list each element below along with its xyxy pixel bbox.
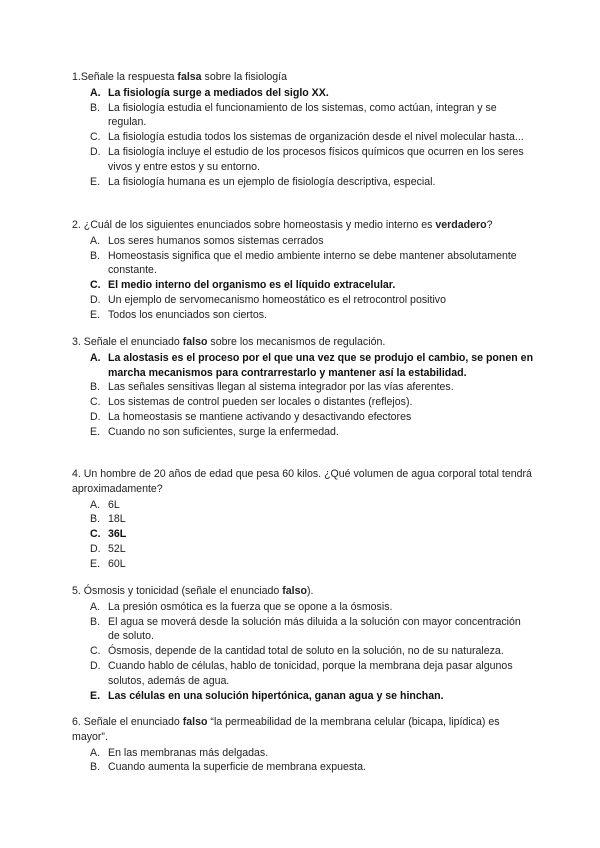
option-a: A. 6L bbox=[90, 498, 120, 511]
option-b: B. 18L bbox=[90, 513, 126, 526]
question-stem: 2. ¿Cuál de los siguientes enunciados sobre homeostasis y medio interno es verdadero? bbox=[72, 219, 493, 231]
question-2 bbox=[72, 218, 534, 323]
option-c: C. 36L bbox=[90, 528, 127, 541]
option-e: E. 60L bbox=[90, 557, 126, 570]
option-b: B. La fisiología estudia el funcionamiento de los sistemas, como actúan, integran y se regulan. bbox=[90, 101, 497, 129]
option-e: E. Todos los enunciados son ciertos. bbox=[90, 308, 267, 321]
question-1 bbox=[72, 70, 534, 189]
question-5 bbox=[72, 584, 534, 703]
question-stem: 6. Señale el enunciado falso “la permeabilidad de la membrana celular (bicapa, lipídica) es mayor”. bbox=[72, 716, 500, 743]
question-stem: 5. Ósmosis y tonicidad (señale el enunciado falso). bbox=[72, 585, 314, 597]
question-3 bbox=[72, 335, 534, 440]
option-e: E. La fisiología humana es un ejemplo de fisiología descriptiva, especial. bbox=[90, 175, 436, 188]
option-d: D. 52L bbox=[90, 542, 126, 555]
option-c: C. La fisiología estudia todos los sistemas de organización desde el nivel molecular hasta... bbox=[90, 131, 524, 144]
question-stem: 4. Un hombre de 20 años de edad que pesa 60 kilos. ¿Qué volumen de agua corporal total tendrá aproximadamente? bbox=[72, 468, 532, 495]
question-4 bbox=[72, 467, 534, 572]
option-b: B. Homeostasis significa que el medio ambiente interno se debe mantener absolutamente constante. bbox=[90, 249, 517, 277]
option-d: D. La homeostasis se mantiene activando y desactivando efectores bbox=[90, 410, 412, 423]
option-a: A. En las membranas más delgadas. bbox=[90, 746, 269, 759]
option-a: A. La fisiología surge a mediados del siglo XX. bbox=[90, 86, 329, 99]
question-6 bbox=[72, 715, 534, 775]
question-stem: 1.Señale la respuesta falsa sobre la fisiología bbox=[72, 71, 287, 83]
option-d: D. Cuando hablo de células, hablo de tonicidad, porque la membrana deja pasar algunos solutos, además de agua. bbox=[90, 659, 513, 687]
option-c: C. El medio interno del organismo es el líquido extracelular. bbox=[90, 279, 396, 292]
option-b: B. El agua se moverá desde la solución más diluida a la solución con mayor concentración de soluto. bbox=[90, 615, 521, 643]
option-c: C. Ósmosis, depende de la cantidad total de soluto en la solución, no de su naturaleza. bbox=[90, 645, 504, 658]
option-d: D. La fisiología incluye el estudio de los procesos físicos químicos que ocurren en los seres vivos y entre estos y su entorno. bbox=[90, 145, 524, 173]
option-e: E. Cuando no son suficientes, surge la enfermedad. bbox=[90, 425, 339, 438]
option-d: D. Un ejemplo de servomecanismo homeostático es el retrocontrol positivo bbox=[90, 293, 446, 306]
option-b: B. Las señales sensitivas llegan al sistema integrador por las vías aferentes. bbox=[90, 381, 454, 394]
option-a: A. Los seres humanos somos sistemas cerrados bbox=[90, 234, 324, 247]
option-c: C. Los sistemas de control pueden ser locales o distantes (reflejos). bbox=[90, 396, 413, 409]
option-b: B. Cuando aumenta la superficie de membrana expuesta. bbox=[90, 761, 366, 774]
option-e: E. Las células en una solución hipertónica, ganan agua y se hinchan. bbox=[90, 689, 444, 702]
option-a: A. La alostasis es el proceso por el que una vez que se produjo el cambio, se ponen en marcha mecanismos para contrarrestarlo y mantener así la estabilidad. bbox=[90, 351, 534, 379]
option-a: A. La presión osmótica es la fuerza que se opone a la ósmosis. bbox=[90, 600, 393, 613]
question-stem: 3. Señale el enunciado falso sobre los mecanismos de regulación. bbox=[72, 336, 386, 348]
